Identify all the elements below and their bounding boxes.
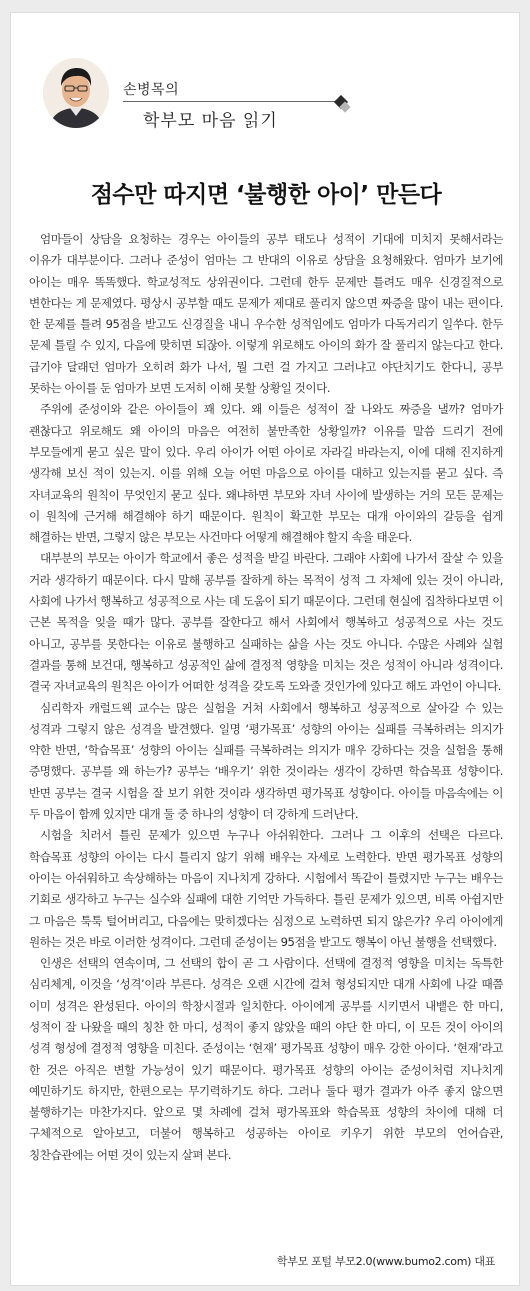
paragraph: 엄마들이 상담을 요청하는 경우는 아이들의 공부 태도나 성적이 기대에 미치지 못해서라는 이유가 대부분이다. 그러나 준성이 엄마는 그 반대의 이유로 상담을 요청해왔다. 엄마가 보기에 아이는 매우 똑똑했다. 학교성적도 상위권이다. 그런데 한두 문제만 틀려도 매우 신경질적으로 변한다는 게 문제였다. 평상시 공부할 때도 문제가 제대로 풀리지 않으면 짜증을 많이 내는 편이다. 한 문제를 틀려 95점을 받고도 신경질을 내니 우수한 성적임에도 엄마가 다독거리기 일쑤다. 한두 문제 틀릴 수 있지, 다음에 맞히면 되잖아. 이렇게 위로해도 아이의 화가 잘 풀리지 않는다고 한다. 급기야 달래던 엄마가 오히려 화가 나서, 뭘 그런 걸 가지고 그러냐고 야단치기도 한다니, 공부 못하는 아이를 둔 엄마가 보면 도저히 이해 못할 상황일 것이다. xyxy=(29,232,503,396)
paragraph: 시험을 치러서 틀린 문제가 있으면 누구나 아쉬워한다. 그러나 그 이후의 선택은 다르다. 학습목표 성향의 아이는 다시 틀리지 않기 위해 배우는 자세로 노력한다. 반면 평가목표 성향의 아이는 아쉬워하고 속상해하는 마음이 지나치게 강하다. 시험에서 똑같이 틀렸지만 누구는 배우는 기회로 생각하고 누구는 실수와 실패에 대한 기억만 가득하다. 틀린 문제가 있으면, 비록 아쉽지만 그 마음은 툭툭 털어버리고, 다음에는 맞히겠다는 심정으로 노력하면 되지 않은가? 우리 아이에게 원하는 것은 바로 이러한 성격이다. 그런데 준성이는 95점을 받고도 행복이 아닌 불행을 선택했다. xyxy=(29,828,503,949)
article-body xyxy=(29,229,503,1166)
diamond-icon xyxy=(333,95,353,115)
series-title: 학부모 마음 읽기 xyxy=(143,111,278,131)
column-header xyxy=(11,13,521,141)
article-headline: 점수만 따지면 ‘불행한 아이’ 만든다 xyxy=(90,182,442,208)
header-rule xyxy=(123,101,339,102)
author-portrait-icon xyxy=(43,58,109,128)
paragraph: 인생은 선택의 연속이며, 그 선택의 합이 곧 그 사람이다. 선택에 결정적 영향을 미치는 독특한 심리체계, 이것을 ‘성격’이라 부른다. 성격은 오랜 시간에 걸쳐 형성되지만 대개 사회에 나갈 때쯤 이미 성격은 완성된다. 아이의 학창시절과 일치한다. 아이에게 공부를 시키면서 내뱉은 한 마디, 성적이 잘 나왔을 때의 칭찬 한 마디, 성적이 좋지 않았을 때의 야단 한 마디, 이 모든 것이 아이의 성격 형성에 결정적 영향을 미친다. 준성이는 ‘현재’ 평가목표 성향이 매우 강한 아이다. ‘현재’라고 한 것은 아직은 변할 가능성이 있기 때문이다. 평가목표 성향의 아이는 준성이처럼 지나치게 예민하기도 하지만, 한편으로는 무기력하기도 하다. 그러나 둘다 평가 결과가 아주 좋지 않으면 불행하기는 마찬가지다. 앞으로 몇 차례에 걸쳐 평가목표와 학습목표 성향의 차이에 대해 더 구체적으로 알아보고, 더불어 행복하고 성공하는 아이로 키우기 위한 부모의 언어습관, 칭찬습관에는 어떤 것이 있는지 살펴 본다. xyxy=(29,956,503,1162)
paragraph: 대부분의 부모는 아이가 학교에서 좋은 성적을 받길 바란다. 그래야 사회에 나가서 잘살 수 있을 거라 생각하기 때문이다. 다시 말해 공부를 잘하게 하는 목적이 성적 그 자체에 있는 것이 아니라, 사회에 나가서 행복하고 성공적으로 사는 데 도움이 되기 때문이다. 그런데 현실에 집착하다보면 이 근본 목적을 잊을 때가 많다. 공부를 잘한다고 해서 사회에서 행복하고 성공적으로 사는 것도 아니고, 공부를 못한다는 이유로 불행하고 실패하는 삶을 사는 것도 아니다. 수많은 사례와 실험 결과를 통해 보건대, 행복하고 성공적인 삶에 결정적 영향을 미치는 것은 성적이 아니라 성격이다. 결국 자녀교육의 원칙은 아이가 어떠한 성격을 갖도록 도와줄 것인가에 있다고 해도 과언이 아니다. xyxy=(29,551,503,694)
article-page xyxy=(10,12,520,1286)
author-credit: 학부모 포털 부모2.0(www.bumo2.com) 대표 xyxy=(276,1255,495,1268)
author-avatar xyxy=(43,58,109,128)
paragraph: 주위에 준성이와 같은 아이들이 꽤 있다. 왜 이들은 성적이 잘 나와도 짜증을 낼까? 엄마가 괜찮다고 위로해도 왜 아이의 마음은 여전히 불만족한 상황일까? 이유를 말씀 드리기 전에 부모들에게 묻고 싶은 말이 있다. 우리 아이가 어떤 아이로 자라길 바라는지, 이에 대해 진지하게 생각해 보신 적이 있는지. 이를 위해 오늘 어떤 마음으로 아이를 대하고 있는지를 묻고 싶다. 즉 자녀교육의 원칙이 무엇인지 묻고 싶다. 왜냐하면 부모와 자녀 사이에 발생하는 거의 모든 문제는 이 원칙에 근거해 해결해야 하기 때문이다. 원칙이 확고한 부모는 대개 아이와의 갈등을 쉽게 해결하는 반면, 그렇지 않은 부모는 사건마다 어떻게 해결해야 할지 속을 태운다. xyxy=(29,402,503,545)
paragraph: 심리학자 캐럴드웩 교수는 많은 실험을 거쳐 사회에서 행복하고 성공적으로 살아갈 수 있는 성격과 그렇지 않은 성격을 발견했다. 일명 ‘평가목표’ 성향의 아이는 실패를 극복하려는 의지가 약한 반면, ‘학습목표’ 성향의 아이는 실패를 극복하려는 의지가 매우 강하다는 것을 실험을 통해 증명했다. 공부를 왜 하는가? 공부는 ‘배우기’ 위한 것이라는 생각이 강하면 학습목표 성향이다. 반면 공부는 결국 시험을 잘 보기 위한 것이라 생각하면 평가목표 성향이다. 아이들 마음속에는 이 두 마음이 함께 있지만 대개 둘 중 하나의 성향이 더 강하게 드러난다. xyxy=(29,700,503,822)
author-label: 손병목의 xyxy=(123,82,180,98)
